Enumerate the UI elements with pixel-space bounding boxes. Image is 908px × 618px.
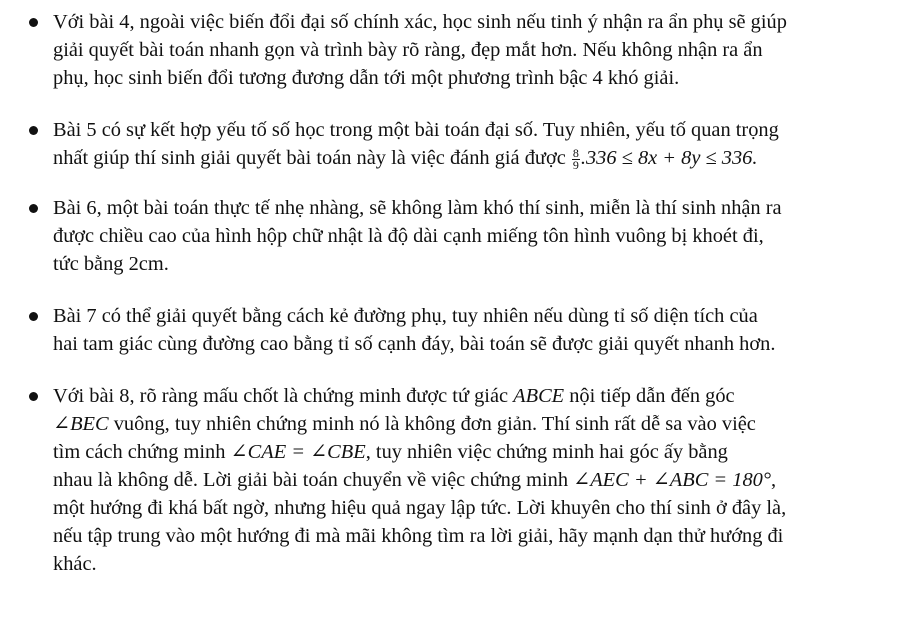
text-line: hai tam giác cùng đường cao bằng tỉ số cạnh đáy, bài toán sẽ được giải quyết nhanh hơn. bbox=[53, 333, 776, 355]
text-line: một hướng đi khá bất ngờ, nhưng hiệu quả ngay lập tức. Lời khuyên cho thí sinh ở đây là, bbox=[53, 497, 787, 519]
bullet-dot bbox=[29, 18, 38, 27]
bullet-dot bbox=[29, 126, 38, 135]
math-quadrilateral: ABCE bbox=[513, 385, 565, 407]
text-line: giải quyết bài toán nhanh gọn và trình bày rõ ràng, đẹp mắt hơn. Nếu không nhận ra ẩn bbox=[53, 39, 763, 61]
text-segment: , tuy nhiên việc chứng minh hai góc ấy bằng bbox=[365, 441, 728, 463]
math-angle-equation: ∠CAE = ∠CBE bbox=[230, 441, 366, 463]
fraction-denominator: 9 bbox=[572, 158, 579, 172]
text-segment: , bbox=[770, 469, 777, 491]
text-line bbox=[53, 468, 776, 492]
fraction-numerator: 8 bbox=[572, 146, 579, 160]
text-segment: nhau là không dễ. Lời giải bài toán chuyển về việc chứng minh bbox=[53, 469, 574, 491]
text-line: Với bài 4, ngoài việc biến đổi đại số chính xác, học sinh nếu tinh ý nhận ra ẩn phụ sẽ giúp bbox=[53, 11, 787, 33]
text-segment: Với bài 8, rõ ràng mấu chốt là chứng minh được tứ giác bbox=[53, 385, 514, 407]
text-segment: vuông, tuy nhiên chứng minh nó là không đơn giản. Thí sinh rất dễ sa vào việc bbox=[108, 413, 756, 435]
math-angle: ∠BEC bbox=[53, 413, 109, 435]
text-line bbox=[53, 384, 735, 408]
math-inequality: .336 ≤ 8x + 8y ≤ 336. bbox=[580, 147, 758, 169]
text-line: khác. bbox=[53, 553, 97, 575]
text-line: Bài 5 có sự kết hợp yếu tố số học trong một bài toán đại số. Tuy nhiên, yếu tố quan trọng bbox=[53, 119, 779, 141]
text-line: Bài 6, một bài toán thực tế nhẹ nhàng, sẽ không làm khó thí sinh, miễn là thí sinh nhận ra bbox=[53, 197, 782, 219]
text-segment: nội tiếp dẫn đến góc bbox=[564, 385, 735, 407]
text-segment: tìm cách chứng minh bbox=[53, 441, 231, 463]
text-line: tức bằng 2cm. bbox=[53, 253, 169, 275]
text-line bbox=[53, 440, 728, 464]
text-line: phụ, học sinh biến đổi tương đương dẫn tới một phương trình bậc 4 khó giải. bbox=[53, 67, 680, 89]
bullet-dot bbox=[29, 204, 38, 213]
text-line-with-math bbox=[53, 146, 757, 171]
text-segment: nhất giúp thí sinh giải quyết bài toán này là việc đánh giá được bbox=[53, 147, 571, 169]
math-angle-sum: ∠AEC + ∠ABC = 180° bbox=[573, 469, 771, 491]
bullet-dot bbox=[29, 312, 38, 321]
fraction bbox=[572, 148, 580, 171]
bullet-dot bbox=[29, 392, 38, 401]
text-line: nếu tập trung vào một hướng đi mà mãi không tìm ra lời giải, hãy mạnh dạn thử hướng đi bbox=[53, 525, 784, 547]
text-line: Bài 7 có thể giải quyết bằng cách kẻ đường phụ, tuy nhiên nếu dùng tỉ số diện tích của bbox=[53, 305, 758, 327]
text-line: được chiều cao của hình hộp chữ nhật là độ dài cạnh miếng tôn hình vuông bị khoét đi, bbox=[53, 225, 764, 247]
text-line bbox=[53, 412, 756, 436]
